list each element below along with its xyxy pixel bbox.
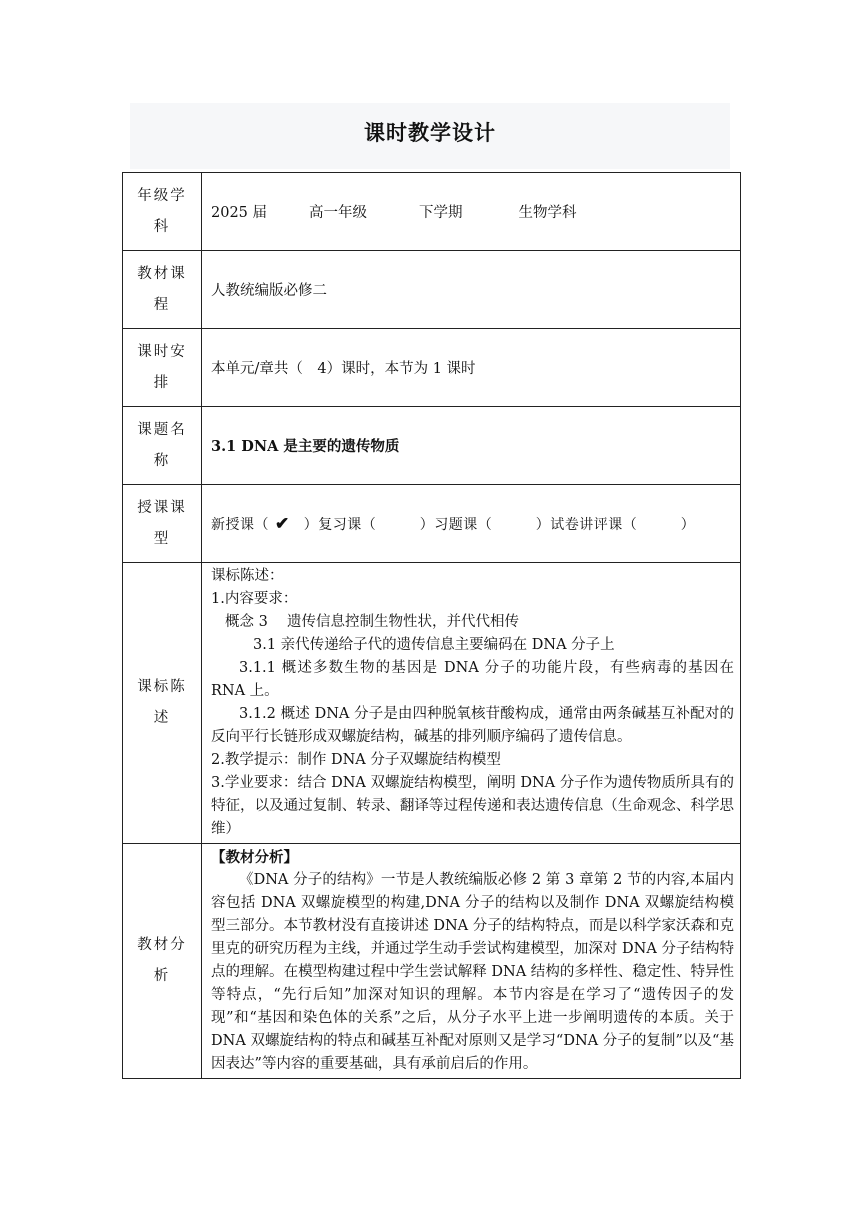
- lesson-type-options: [211, 514, 734, 534]
- other-lesson-types: ）复习课（ ）习题课（ ）试卷讲评课（ ）: [303, 516, 696, 533]
- row-label-schedule: 课时安排: [137, 343, 187, 391]
- value-cell: [202, 173, 741, 251]
- row-label-topic: 课题名称: [137, 421, 187, 469]
- table-row-analysis: [123, 844, 741, 1079]
- row-label-standards: 课标陈述: [137, 679, 187, 726]
- label-cell: [123, 329, 202, 407]
- standards-line: 2.教学提示：制作 DNA 分子双螺旋结构模型: [211, 752, 501, 768]
- row-label-grade: 年级学科: [137, 187, 187, 235]
- standards-line: 3.1.2 概述 DNA 分子是由四种脱氧核苷酸构成，通常由两条碱基互补配对的反向平行长链形成双螺旋结构，碱基的排列顺序编码了遗传信息。: [211, 706, 734, 745]
- row-label-lesson-type: 授课课型: [137, 499, 187, 547]
- new-lesson-label: 新授课（: [211, 516, 269, 533]
- analysis-heading: 【教材分析】: [211, 849, 298, 866]
- label-cell: [123, 173, 202, 251]
- standards-text: [211, 565, 734, 841]
- textbook-value: 人教统编版必修二: [202, 251, 741, 329]
- lesson-plan-table: [122, 172, 741, 1079]
- standards-line: 3.学业要求：结合 DNA 双螺旋结构模型，阐明 DNA 分子作为遗传物质所具有的特征，以及通过复制、转录、翻译等过程传递和表达遗传信息（生命观念、科学思维）: [211, 775, 734, 837]
- table-row-topic: [123, 407, 741, 485]
- label-cell: [123, 251, 202, 329]
- grade-level: 高一年级: [309, 205, 368, 221]
- row-label-analysis: 教材分析: [137, 937, 187, 984]
- standards-line: 概念 3 遗传信息控制生物性状，并代代相传: [225, 614, 519, 630]
- schedule-value: 本单元/章共（ 4）课时，本节为 1 课时: [202, 329, 741, 407]
- value-cell: [202, 485, 741, 563]
- grade-term: 下学期: [419, 205, 463, 221]
- value-cell: [202, 844, 741, 1079]
- standards-line: 3.1.1 概述多数生物的基因是 DNA 分子的功能片段，有些病毒的基因在 RNA 上。: [211, 660, 734, 699]
- document-title: 课时教学设计: [364, 120, 496, 145]
- row-label-textbook: 教材课程: [137, 265, 187, 313]
- standards-line: 1.内容要求：: [211, 591, 298, 607]
- grade-subject: 生物学科: [518, 205, 577, 221]
- standards-line: 课标陈述：: [211, 568, 284, 584]
- label-cell: [123, 563, 202, 844]
- value-cell: [202, 563, 741, 844]
- standards-line: 3.1 亲代传递给子代的遗传信息主要编码在 DNA 分子上: [253, 637, 615, 653]
- label-cell: [123, 844, 202, 1079]
- analysis-body: 《DNA 分子的结构》一节是人教统编版必修 2 第 3 章第 2 节的内容,本届内容包括 DNA 双螺旋模型的构建,DNA 分子的结构以及制作 DNA 双螺旋结构模型三部分。本节教材没有直接讲述 DNA 分子的结构特点，而是以科学家沃森和克里克的研究历程为主线，并通过学生动手尝试构建模型，加深对 DNA 分子结构特点的理解。在模型构建过程中学生尝试解释 DNA 结构的多样性、稳定性、特异性等特点，“先行后知”加深对知识的理解。本节内容是在学习了“遗传因子的发现”和“基因和染色体的关系”之后，从分子水平上进一步阐明遗传的本质。关于 DNA 双螺旋结构的特点和碱基互补配对原则又是学习“DNA 分子的复制”以及“基因表达”等内容的重要基础，具有承前启后的作用。: [211, 872, 734, 1072]
- table-row-grade: [123, 173, 741, 251]
- label-cell: [123, 485, 202, 563]
- topic-value: 3.1 DNA 是主要的遗传物质: [202, 407, 741, 485]
- table-row-lesson-type: [123, 485, 741, 563]
- analysis-text: [211, 846, 734, 1076]
- title-band: [130, 103, 730, 169]
- table-row-standards: [123, 563, 741, 844]
- table-row-textbook: [123, 251, 741, 329]
- grade-year: 2025 届: [211, 205, 268, 221]
- label-cell: [123, 407, 202, 485]
- checkmark-icon: ✔: [275, 513, 290, 534]
- table-row-schedule: [123, 329, 741, 407]
